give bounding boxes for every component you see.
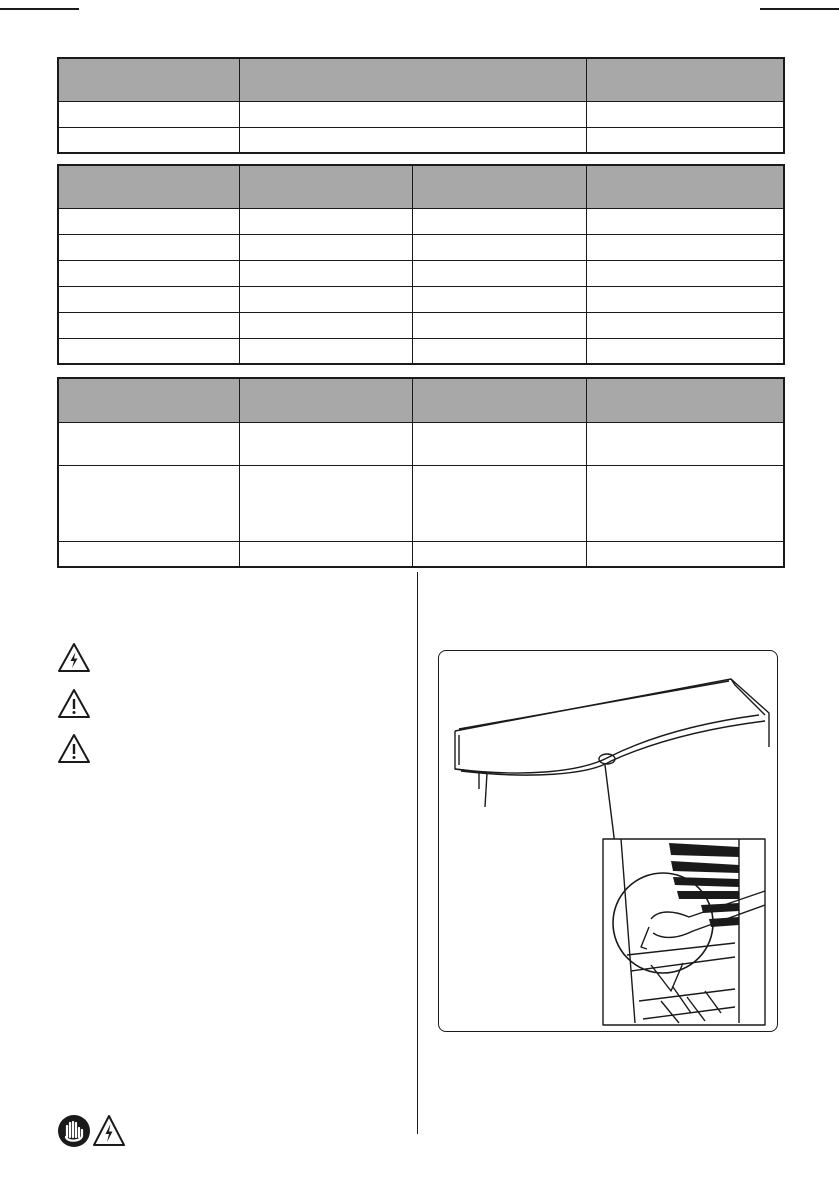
refrigerator-drain-hole-illustration	[438, 650, 778, 1032]
table-cell	[586, 286, 784, 312]
column-divider	[417, 572, 418, 1134]
table-cell	[58, 234, 239, 260]
caution-warning-icon	[57, 733, 91, 765]
table-cell	[412, 312, 586, 338]
table-header-cell	[586, 165, 784, 208]
table-cell	[412, 286, 586, 312]
table-row	[58, 208, 784, 234]
table-cell	[58, 465, 239, 541]
table-cell	[586, 260, 784, 286]
table-cell	[239, 338, 412, 364]
table-row	[58, 312, 784, 338]
table-row	[58, 101, 784, 127]
table-2	[57, 164, 785, 365]
electric-shock-warning-icon	[94, 1116, 124, 1145]
table-cell	[412, 208, 586, 234]
table-1	[57, 57, 785, 154]
table-cell	[58, 127, 239, 153]
table-cell	[239, 422, 412, 465]
table-cell	[412, 260, 586, 286]
table-cell	[586, 208, 784, 234]
table-cell	[586, 465, 784, 541]
table-cell	[412, 422, 586, 465]
table-cell	[58, 208, 239, 234]
table-row	[58, 260, 784, 286]
table-cell	[58, 260, 239, 286]
table-cell	[239, 127, 586, 153]
table-cell	[58, 286, 239, 312]
table-header-cell	[58, 165, 239, 208]
table-header-cell	[586, 58, 784, 101]
caution-warning-icon	[57, 688, 91, 720]
table-cell	[58, 312, 239, 338]
table-row	[58, 338, 784, 364]
table-cell	[239, 465, 412, 541]
table-2-header-row	[58, 165, 784, 208]
table-row	[58, 422, 784, 465]
table-row	[58, 465, 784, 541]
bottom-warning-icons	[57, 1112, 127, 1150]
table-cell	[239, 101, 586, 127]
table-cell	[586, 312, 784, 338]
table-header-cell	[586, 378, 784, 422]
table-header-cell	[58, 378, 239, 422]
do-not-touch-hand-icon	[58, 1115, 90, 1147]
table-cell	[239, 312, 412, 338]
table-cell	[58, 422, 239, 465]
table-cell	[586, 101, 784, 127]
table-cell	[412, 338, 586, 364]
table-cell	[239, 234, 412, 260]
table-cell	[586, 422, 784, 465]
table-cell	[586, 127, 784, 153]
electric-shock-warning-icon	[57, 642, 91, 674]
drain-illustration-drawing	[439, 651, 778, 1032]
table-header-cell	[412, 165, 586, 208]
table-cell	[239, 286, 412, 312]
table-cell	[586, 338, 784, 364]
table-cell	[586, 541, 784, 567]
table-row	[58, 286, 784, 312]
table-3	[57, 377, 785, 568]
table-header-cell	[58, 58, 239, 101]
table-cell	[239, 260, 412, 286]
table-cell	[239, 541, 412, 567]
table-cell	[58, 338, 239, 364]
table-cell	[586, 234, 784, 260]
table-cell	[412, 465, 586, 541]
table-header-cell	[239, 378, 412, 422]
table-header-cell	[239, 165, 412, 208]
table-cell	[239, 208, 412, 234]
crop-mark-left	[0, 8, 79, 10]
table-header-cell	[412, 378, 586, 422]
table-row	[58, 127, 784, 153]
table-cell	[58, 541, 239, 567]
table-cell	[58, 101, 239, 127]
crop-mark-right	[760, 8, 839, 10]
table-cell	[412, 234, 586, 260]
table-1-header-row	[58, 58, 784, 101]
table-row	[58, 541, 784, 567]
table-row	[58, 234, 784, 260]
table-header-cell	[239, 58, 586, 101]
table-cell	[412, 541, 586, 567]
table-3-header-row	[58, 378, 784, 422]
